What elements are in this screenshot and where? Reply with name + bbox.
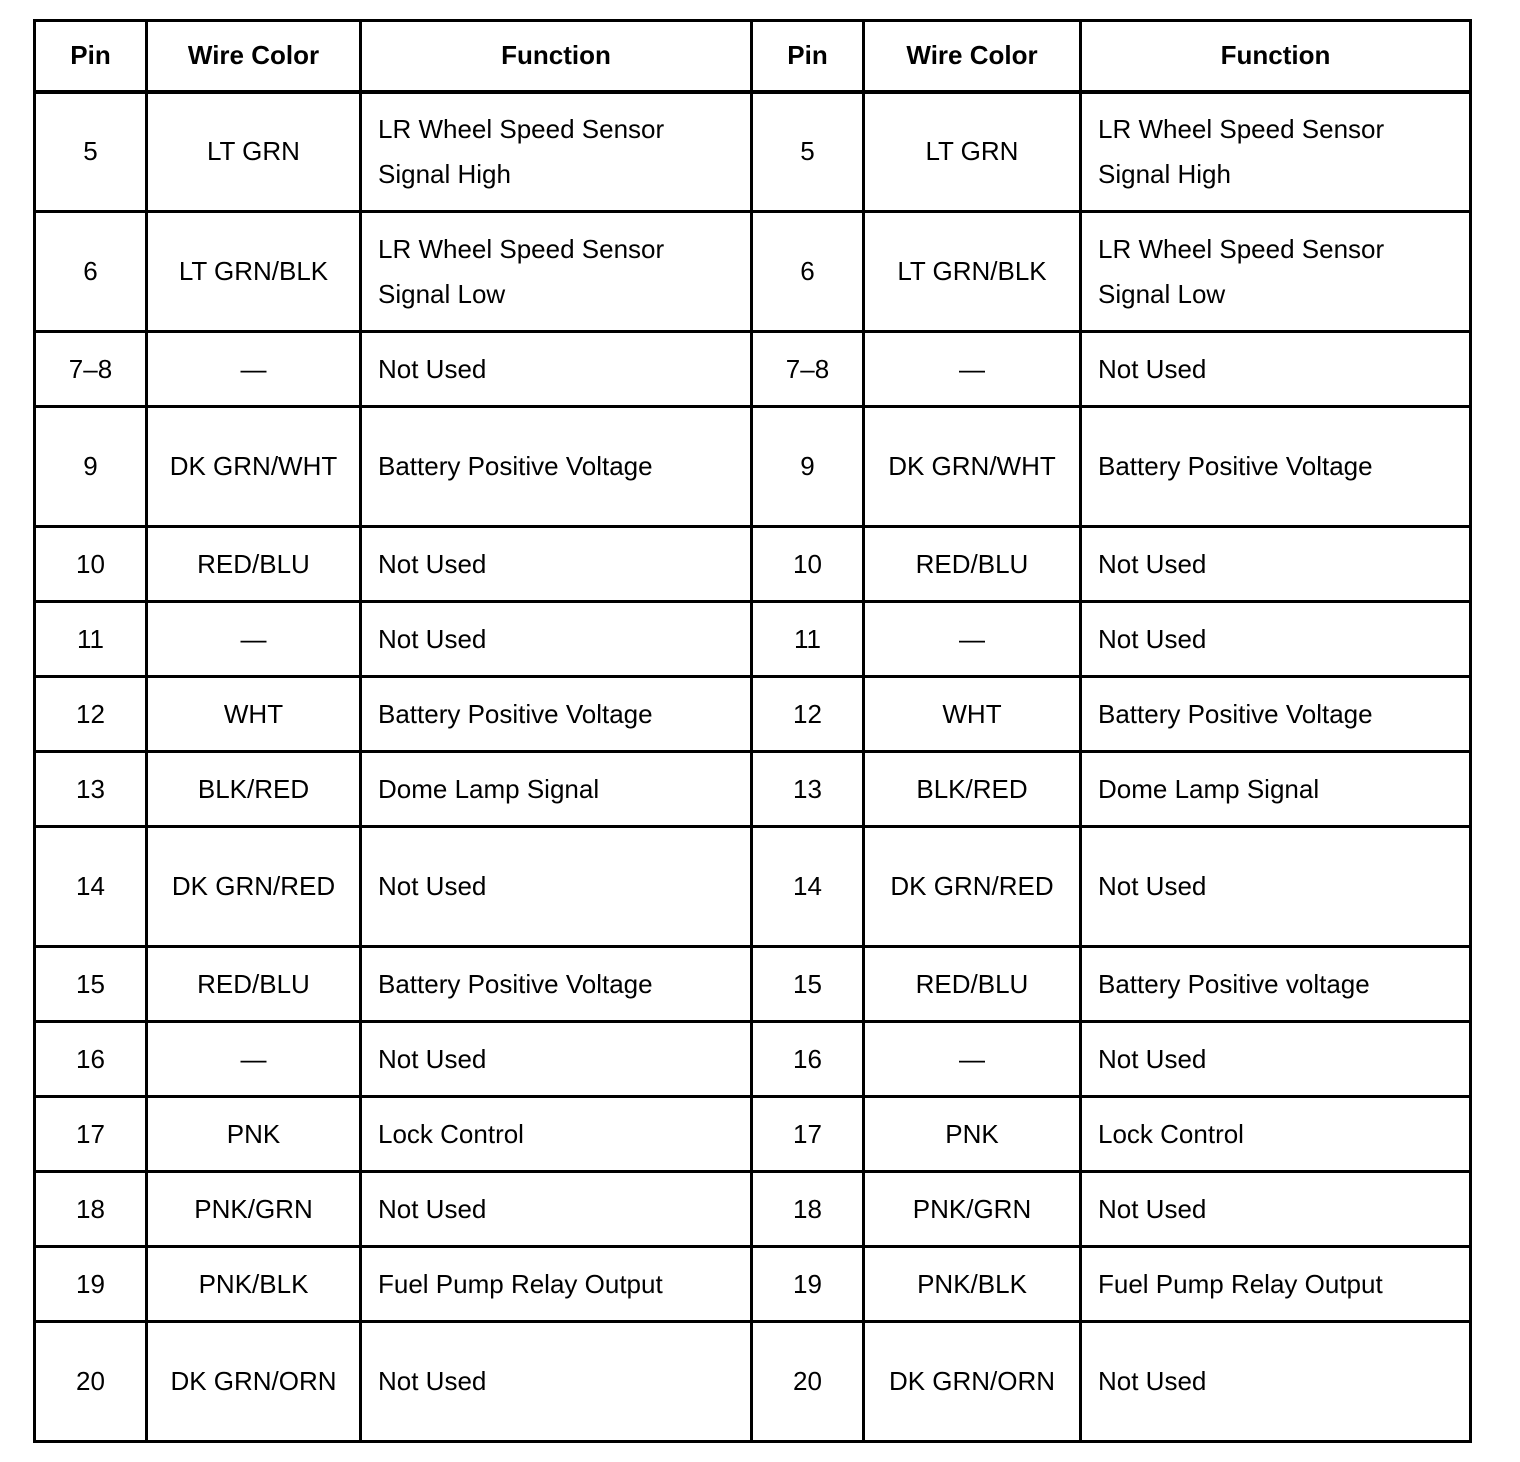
pin-cell: 14 — [752, 827, 864, 947]
pin-cell: 11 — [752, 602, 864, 677]
function-cell: Not Used — [1081, 602, 1471, 677]
pin-cell: 15 — [752, 947, 864, 1022]
table-row — [35, 1322, 1471, 1442]
pin-cell: 17 — [35, 1097, 147, 1172]
pin-cell: 20 — [35, 1322, 147, 1442]
wire-color-cell: LT GRN — [147, 92, 361, 212]
function-cell: Battery Positive Voltage — [361, 947, 752, 1022]
table-row — [35, 1097, 1471, 1172]
function-cell: Not Used — [361, 527, 752, 602]
wire-color-cell: DK GRN/RED — [147, 827, 361, 947]
wire-color-cell: — — [864, 1022, 1081, 1097]
wire-color-cell: DK GRN/WHT — [147, 407, 361, 527]
function-cell: LR Wheel Speed Sensor Signal Low — [1081, 212, 1471, 332]
pin-cell: 20 — [752, 1322, 864, 1442]
pin-cell: 12 — [752, 677, 864, 752]
wire-color-cell: — — [864, 332, 1081, 407]
wire-color-cell: PNK/BLK — [147, 1247, 361, 1322]
function-cell: Not Used — [1081, 1022, 1471, 1097]
wire-color-cell: DK GRN/ORN — [147, 1322, 361, 1442]
wire-color-cell: PNK/BLK — [864, 1247, 1081, 1322]
wire-color-cell: PNK/GRN — [147, 1172, 361, 1247]
pin-cell: 10 — [752, 527, 864, 602]
table-row — [35, 92, 1471, 212]
function-cell: Not Used — [1081, 827, 1471, 947]
table-row — [35, 1247, 1471, 1322]
function-cell: Not Used — [1081, 527, 1471, 602]
function-cell: Dome Lamp Signal — [361, 752, 752, 827]
pin-cell: 16 — [752, 1022, 864, 1097]
pin-cell: 6 — [35, 212, 147, 332]
function-cell: Not Used — [361, 1322, 752, 1442]
function-cell: Fuel Pump Relay Output — [1081, 1247, 1471, 1322]
table-row — [35, 752, 1471, 827]
pin-cell: 10 — [35, 527, 147, 602]
table-row — [35, 602, 1471, 677]
wire-color-cell: DK GRN/WHT — [864, 407, 1081, 527]
header-pin-right: Pin — [752, 21, 864, 92]
function-cell: Lock Control — [1081, 1097, 1471, 1172]
table-row — [35, 332, 1471, 407]
table-row — [35, 407, 1471, 527]
pin-cell: 18 — [752, 1172, 864, 1247]
wire-color-cell: WHT — [147, 677, 361, 752]
function-cell: Battery Positive Voltage — [361, 407, 752, 527]
function-cell: Lock Control — [361, 1097, 752, 1172]
pin-cell: 5 — [752, 92, 864, 212]
pin-cell: 19 — [752, 1247, 864, 1322]
header-function-right: Function — [1081, 21, 1471, 92]
function-cell: Not Used — [1081, 1172, 1471, 1247]
table-row — [35, 947, 1471, 1022]
wire-color-cell: DK GRN/RED — [864, 827, 1081, 947]
pin-cell: 15 — [35, 947, 147, 1022]
table-body — [35, 92, 1471, 1442]
pin-cell: 12 — [35, 677, 147, 752]
pin-cell: 14 — [35, 827, 147, 947]
pin-cell: 13 — [752, 752, 864, 827]
wire-color-cell: WHT — [864, 677, 1081, 752]
wire-color-cell: RED/BLU — [147, 527, 361, 602]
wire-color-cell: BLK/RED — [147, 752, 361, 827]
header-wire-color-left: Wire Color — [147, 21, 361, 92]
pin-cell: 19 — [35, 1247, 147, 1322]
pin-cell: 5 — [35, 92, 147, 212]
wire-color-cell: DK GRN/ORN — [864, 1322, 1081, 1442]
wire-color-cell: PNK/GRN — [864, 1172, 1081, 1247]
table-row — [35, 827, 1471, 947]
function-cell: Fuel Pump Relay Output — [361, 1247, 752, 1322]
function-cell: Battery Positive Voltage — [1081, 407, 1471, 527]
wire-color-cell: — — [147, 1022, 361, 1097]
wire-color-cell: RED/BLU — [864, 527, 1081, 602]
function-cell: LR Wheel Speed Sensor Signal High — [1081, 92, 1471, 212]
header-pin-left: Pin — [35, 21, 147, 92]
wire-color-cell: BLK/RED — [864, 752, 1081, 827]
table-row — [35, 677, 1471, 752]
table-row — [35, 527, 1471, 602]
function-cell: Battery Positive voltage — [1081, 947, 1471, 1022]
pin-cell: 7–8 — [752, 332, 864, 407]
pin-cell: 17 — [752, 1097, 864, 1172]
function-cell: Battery Positive Voltage — [361, 677, 752, 752]
function-cell: Battery Positive Voltage — [1081, 677, 1471, 752]
function-cell: Dome Lamp Signal — [1081, 752, 1471, 827]
function-cell: LR Wheel Speed Sensor Signal Low — [361, 212, 752, 332]
pin-table — [33, 19, 1472, 1443]
wire-color-cell: RED/BLU — [147, 947, 361, 1022]
pin-cell: 13 — [35, 752, 147, 827]
wire-color-cell: — — [864, 602, 1081, 677]
wire-color-cell: LT GRN — [864, 92, 1081, 212]
function-cell: Not Used — [1081, 1322, 1471, 1442]
wire-color-cell: — — [147, 332, 361, 407]
header-wire-color-right: Wire Color — [864, 21, 1081, 92]
pin-cell: 18 — [35, 1172, 147, 1247]
pin-cell: 9 — [35, 407, 147, 527]
function-cell: LR Wheel Speed Sensor Signal High — [361, 92, 752, 212]
wire-color-cell: LT GRN/BLK — [147, 212, 361, 332]
function-cell: Not Used — [361, 1022, 752, 1097]
wire-color-cell: PNK — [864, 1097, 1081, 1172]
pin-cell: 7–8 — [35, 332, 147, 407]
wire-color-cell: LT GRN/BLK — [864, 212, 1081, 332]
table-row — [35, 212, 1471, 332]
table-row — [35, 1172, 1471, 1247]
function-cell: Not Used — [361, 602, 752, 677]
pin-cell: 6 — [752, 212, 864, 332]
wire-color-cell: PNK — [147, 1097, 361, 1172]
wire-color-cell: — — [147, 602, 361, 677]
pin-cell: 9 — [752, 407, 864, 527]
wire-color-cell: RED/BLU — [864, 947, 1081, 1022]
pin-cell: 16 — [35, 1022, 147, 1097]
function-cell: Not Used — [361, 827, 752, 947]
table-row — [35, 1022, 1471, 1097]
pin-cell: 11 — [35, 602, 147, 677]
table-header-row — [35, 21, 1471, 92]
header-function-left: Function — [361, 21, 752, 92]
function-cell: Not Used — [361, 332, 752, 407]
function-cell: Not Used — [361, 1172, 752, 1247]
function-cell: Not Used — [1081, 332, 1471, 407]
